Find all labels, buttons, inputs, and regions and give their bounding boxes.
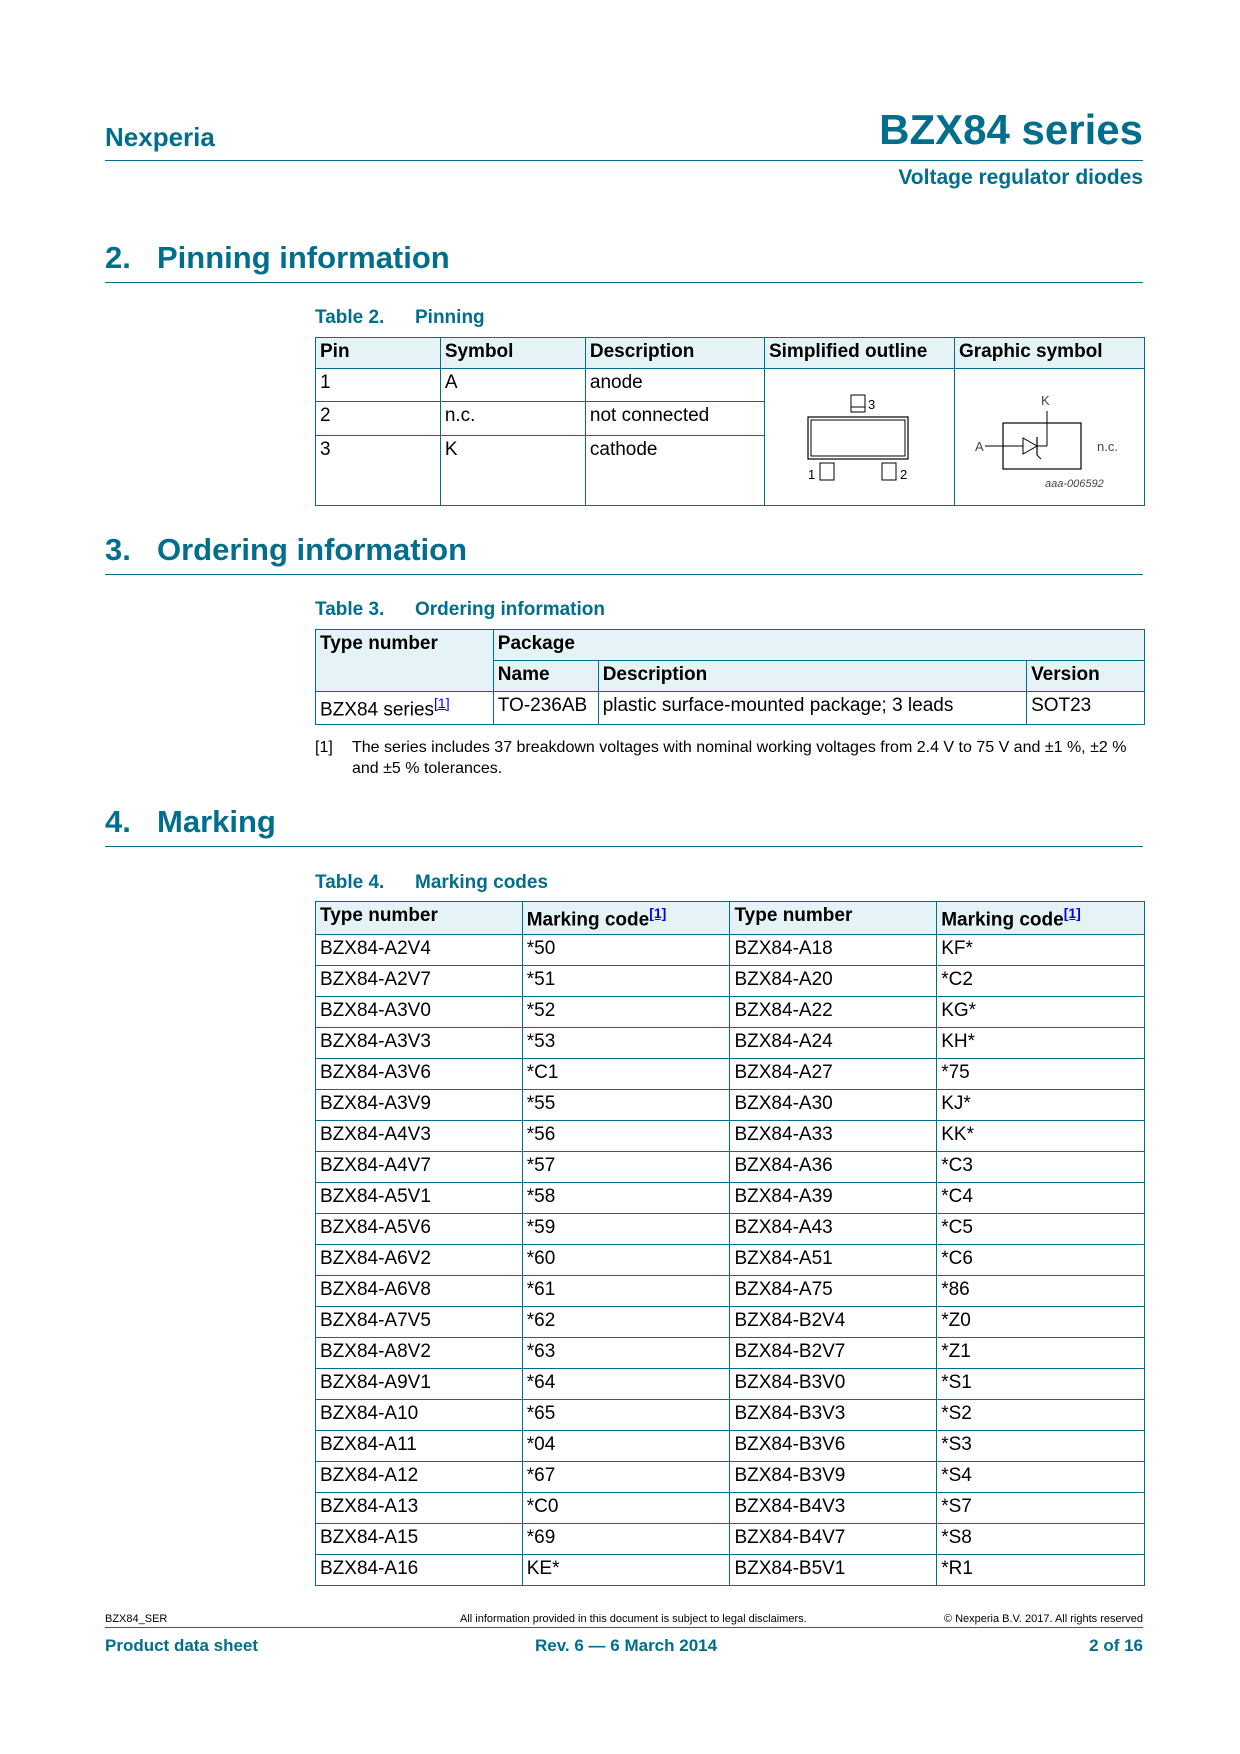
col-description: Description <box>598 661 1026 692</box>
table-caption-text: Pinning <box>415 307 485 328</box>
cell-description: not connected <box>585 402 764 435</box>
table-row <box>316 1152 1145 1183</box>
footer-doc-id: BZX84_SER <box>105 1613 168 1625</box>
cell-type-number <box>316 692 494 725</box>
cell-symbol: A <box>440 369 585 402</box>
cell-type-number: BZX84-A9V1 <box>316 1369 523 1400</box>
table-row <box>316 935 1145 966</box>
table-row <box>316 1028 1145 1059</box>
cell-marking-code: *65 <box>522 1400 730 1431</box>
table-row <box>316 1276 1145 1307</box>
table-label: Table 4. <box>315 872 385 893</box>
sot23-outline-icon <box>765 369 954 499</box>
cell-type-number: BZX84-B5V1 <box>730 1555 937 1586</box>
cell-type-number: BZX84-A3V0 <box>316 997 523 1028</box>
cell-marking-code: *C6 <box>937 1245 1145 1276</box>
header-rule <box>105 160 1143 161</box>
cell-marking-code: *Z0 <box>937 1307 1145 1338</box>
cell-marking-code: KH* <box>937 1028 1145 1059</box>
footer-revision: Rev. 6 — 6 March 2014 <box>535 1636 718 1655</box>
table4-caption <box>315 872 548 894</box>
cell-marking-code: *75 <box>937 1059 1145 1090</box>
cell-type-number: BZX84-A43 <box>730 1214 937 1245</box>
cell-marking-code: *64 <box>522 1369 730 1400</box>
cell-type-number: BZX84-B4V7 <box>730 1524 937 1555</box>
col-pin: Pin <box>316 338 441 369</box>
cell-type-number: BZX84-A27 <box>730 1059 937 1090</box>
cell-marking-code: KE* <box>522 1555 730 1586</box>
section-number: 2. <box>105 240 131 275</box>
cell-marking-code: KJ* <box>937 1090 1145 1121</box>
col-type-number: Type number <box>316 902 523 935</box>
table-header-row <box>316 630 1145 661</box>
cell-type-number: BZX84-B3V6 <box>730 1431 937 1462</box>
cell-marking-code: *56 <box>522 1121 730 1152</box>
cell-description: anode <box>585 369 764 402</box>
table-row <box>316 1462 1145 1493</box>
cell-type-number: BZX84-A16 <box>316 1555 523 1586</box>
cell-type-number: BZX84-A51 <box>730 1245 937 1276</box>
cell-marking-code: *S8 <box>937 1524 1145 1555</box>
marking-table <box>315 901 1145 1586</box>
table-row <box>316 1524 1145 1555</box>
cell-simplified-outline <box>764 369 954 506</box>
table-row <box>316 1121 1145 1152</box>
outline-pin2-label: 2 <box>899 467 908 482</box>
table-row <box>316 1369 1145 1400</box>
cell-type-number: BZX84-A24 <box>730 1028 937 1059</box>
cell-type-number: BZX84-B3V0 <box>730 1369 937 1400</box>
section-title: Ordering information <box>157 532 467 567</box>
cell-type-number: BZX84-A30 <box>730 1090 937 1121</box>
cell-name: TO-236AB <box>493 692 598 725</box>
cell-marking-code: *62 <box>522 1307 730 1338</box>
header-text: Marking code <box>526 909 650 931</box>
cell-marking-code: *S2 <box>937 1400 1145 1431</box>
footnote <box>315 737 1145 779</box>
cell-type-number: BZX84-A5V1 <box>316 1183 523 1214</box>
footnote-text: The series includes 37 breakdown voltages with nominal working voltages from 2.4 V to 75 V and ±1 %, ±2 % and ±5 % tolerances. <box>352 739 1127 777</box>
footer-page-number: 2 of 16 <box>1089 1636 1143 1655</box>
cell-marking-code: *C2 <box>937 966 1145 997</box>
cell-marking-code: *52 <box>522 997 730 1028</box>
col-type-number: Type number <box>730 902 937 935</box>
cell-marking-code: KG* <box>937 997 1145 1028</box>
outline-pin3-label: 3 <box>867 397 876 412</box>
section-pinning-heading <box>105 234 1143 283</box>
cell-type-number: BZX84-A6V8 <box>316 1276 523 1307</box>
section-ordering-heading <box>105 526 1143 575</box>
table-row <box>316 1307 1145 1338</box>
cell-marking-code: *C1 <box>522 1059 730 1090</box>
table-row <box>316 1245 1145 1276</box>
col-type-number: Type number <box>316 630 494 692</box>
cell-type-number: BZX84-A4V3 <box>316 1121 523 1152</box>
table-row <box>316 1431 1145 1462</box>
col-graphic-symbol: Graphic symbol <box>954 338 1144 369</box>
table2-caption <box>315 307 485 329</box>
cell-marking-code: *59 <box>522 1214 730 1245</box>
cell-pin: 3 <box>316 435 441 505</box>
cell-marking-code: *55 <box>522 1090 730 1121</box>
zener-diode-symbol-icon <box>955 369 1144 499</box>
cell-marking-code: *S3 <box>937 1431 1145 1462</box>
cell-marking-code: *50 <box>522 935 730 966</box>
cell-type-number: BZX84-A12 <box>316 1462 523 1493</box>
table-row <box>316 1090 1145 1121</box>
cell-type-number: BZX84-B2V7 <box>730 1338 937 1369</box>
cell-graphic-symbol <box>954 369 1144 506</box>
cell-type-number: BZX84-A3V3 <box>316 1028 523 1059</box>
table-label: Table 3. <box>315 599 385 620</box>
cell-type-number: BZX84-A39 <box>730 1183 937 1214</box>
cell-type-number: BZX84-A8V2 <box>316 1338 523 1369</box>
table-row <box>316 997 1145 1028</box>
cell-type-number: BZX84-B3V9 <box>730 1462 937 1493</box>
cell-type-number: BZX84-A15 <box>316 1524 523 1555</box>
brand-name: Nexperia <box>105 122 215 152</box>
cell-type-number: BZX84-B4V3 <box>730 1493 937 1524</box>
symbol-ref-label: aaa-006592 <box>1044 478 1104 490</box>
table-row <box>316 1555 1145 1586</box>
table-row <box>316 1059 1145 1090</box>
cell-type-number: BZX84-A3V9 <box>316 1090 523 1121</box>
cell-marking-code: *58 <box>522 1183 730 1214</box>
table-row <box>316 1338 1145 1369</box>
cell-type-number: BZX84-A7V5 <box>316 1307 523 1338</box>
cell-type-number: BZX84-B2V4 <box>730 1307 937 1338</box>
table-row <box>316 369 1145 402</box>
ordering-table <box>315 629 1145 725</box>
cell-type-number: BZX84-B3V3 <box>730 1400 937 1431</box>
footer-copyright: © Nexperia B.V. 2017. All rights reserved <box>943 1613 1143 1625</box>
cell-type-number: BZX84-A22 <box>730 997 937 1028</box>
cell-marking-code: *67 <box>522 1462 730 1493</box>
col-marking-code <box>522 902 730 935</box>
cell-marking-code: *53 <box>522 1028 730 1059</box>
cell-marking-code: *S7 <box>937 1493 1145 1524</box>
table-row <box>316 1214 1145 1245</box>
cell-marking-code: *S4 <box>937 1462 1145 1493</box>
col-marking-code <box>937 902 1145 935</box>
cell-marking-code: *S1 <box>937 1369 1145 1400</box>
cell-pin: 1 <box>316 369 441 402</box>
symbol-k-label: K <box>1040 393 1050 408</box>
table-caption-text: Ordering information <box>415 599 605 620</box>
cell-marking-code: *04 <box>522 1431 730 1462</box>
cell-type-number: BZX84-A75 <box>730 1276 937 1307</box>
cell-marking-code: *63 <box>522 1338 730 1369</box>
table-row <box>316 966 1145 997</box>
type-number-text: BZX84 series <box>320 699 435 721</box>
cell-type-number: BZX84-A10 <box>316 1400 523 1431</box>
cell-type-number: BZX84-A18 <box>730 935 937 966</box>
col-symbol: Symbol <box>440 338 585 369</box>
table-row <box>316 1183 1145 1214</box>
footnote-ref-link[interactable]: [1] <box>434 695 450 711</box>
table-row <box>316 1493 1145 1524</box>
header-text: Marking code <box>941 909 1064 931</box>
cell-type-number: BZX84-A20 <box>730 966 937 997</box>
symbol-nc-label: n.c. <box>1096 439 1118 454</box>
symbol-a-label: A <box>974 439 984 454</box>
table3-caption <box>315 599 605 621</box>
section-marking-heading <box>105 798 1143 847</box>
section-number: 3. <box>105 532 131 567</box>
cell-marking-code: *61 <box>522 1276 730 1307</box>
cell-symbol: n.c. <box>440 402 585 435</box>
table-row <box>316 692 1145 725</box>
cell-description: plastic surface-mounted package; 3 leads <box>598 692 1026 725</box>
cell-type-number: BZX84-A13 <box>316 1493 523 1524</box>
cell-type-number: BZX84-A11 <box>316 1431 523 1462</box>
col-simplified-outline: Simplified outline <box>764 338 954 369</box>
cell-marking-code: *86 <box>937 1276 1145 1307</box>
cell-marking-code: *C4 <box>937 1183 1145 1214</box>
cell-type-number: BZX84-A2V4 <box>316 935 523 966</box>
cell-type-number: BZX84-A6V2 <box>316 1245 523 1276</box>
table-header-row <box>316 338 1145 369</box>
cell-marking-code: *C3 <box>937 1152 1145 1183</box>
footnote-ref-link[interactable]: [1] <box>649 905 667 921</box>
cell-type-number: BZX84-A4V7 <box>316 1152 523 1183</box>
cell-type-number: BZX84-A33 <box>730 1121 937 1152</box>
document-title: BZX84 series <box>879 106 1143 153</box>
cell-symbol: K <box>440 435 585 505</box>
col-package: Package <box>493 630 1144 661</box>
pinning-table <box>315 337 1145 506</box>
cell-marking-code: *51 <box>522 966 730 997</box>
table-label: Table 2. <box>315 307 385 328</box>
col-version: Version <box>1027 661 1145 692</box>
footer-doc-type: Product data sheet <box>105 1636 259 1655</box>
cell-type-number: BZX84-A36 <box>730 1152 937 1183</box>
outline-pin1-label: 1 <box>807 467 816 482</box>
cell-marking-code: *C5 <box>937 1214 1145 1245</box>
cell-marking-code: KK* <box>937 1121 1145 1152</box>
cell-marking-code: KF* <box>937 935 1145 966</box>
cell-version: SOT23 <box>1027 692 1145 725</box>
cell-description: cathode <box>585 435 764 505</box>
cell-pin: 2 <box>316 402 441 435</box>
col-description: Description <box>585 338 764 369</box>
cell-marking-code: *69 <box>522 1524 730 1555</box>
cell-type-number: BZX84-A2V7 <box>316 966 523 997</box>
table-row <box>316 1400 1145 1431</box>
cell-marking-code: *C0 <box>522 1493 730 1524</box>
footer-disclaimer: All information provided in this document is subject to legal disclaimers. <box>460 1613 807 1625</box>
document-subtitle: Voltage regulator diodes <box>898 166 1143 189</box>
section-number: 4. <box>105 804 131 839</box>
col-name: Name <box>493 661 598 692</box>
footnote-tag: [1] <box>315 739 333 756</box>
cell-marking-code: *60 <box>522 1245 730 1276</box>
cell-type-number: BZX84-A3V6 <box>316 1059 523 1090</box>
footnote-ref-link[interactable]: [1] <box>1063 905 1081 921</box>
section-title: Pinning information <box>157 240 450 275</box>
cell-marking-code: *57 <box>522 1152 730 1183</box>
cell-marking-code: *Z1 <box>937 1338 1145 1369</box>
table-caption-text: Marking codes <box>415 872 549 893</box>
table-header-row <box>316 902 1145 935</box>
cell-marking-code: *R1 <box>937 1555 1145 1586</box>
footer-rule <box>105 1627 1143 1628</box>
cell-type-number: BZX84-A5V6 <box>316 1214 523 1245</box>
section-title: Marking <box>157 804 276 839</box>
